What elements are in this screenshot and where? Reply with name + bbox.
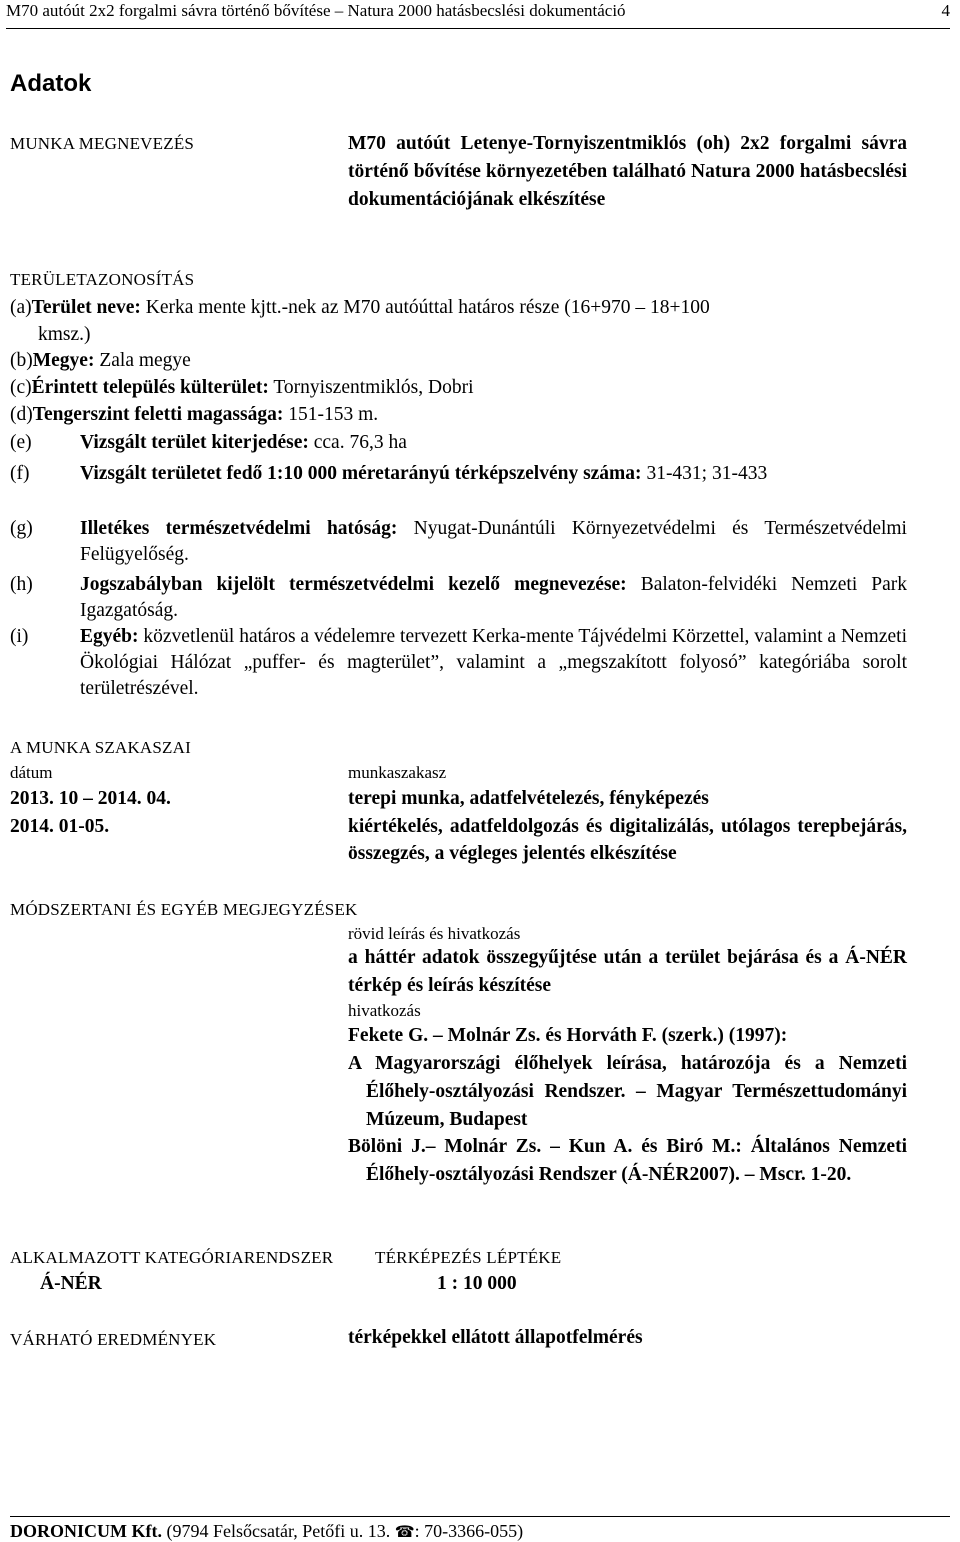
footer-company: DORONICUM Kft. xyxy=(10,1521,162,1541)
phone-icon: ☎ xyxy=(394,1524,415,1541)
stage-date-2: 2014. 01-05. xyxy=(10,816,110,837)
header-title: M70 autóút 2x2 forgalmi sávra történő bővítése – Natura 2000 hatásbecslési dokumentáció xyxy=(6,1,626,20)
munka-value: M70 autóút Letenye-Tornyiszentmiklós (oh) 2x2 forgalmi sávra történő bővítése környezetében található Natura 2000 hatásbecslési dokumentációjának elkészítése xyxy=(348,133,907,210)
terulet-item-c: (c)Érintett település külterület: Tornyiszentmiklós, Dobri xyxy=(10,377,474,398)
kategoria-label: ALKALMAZOTT KATEGÓRIARENDSZER xyxy=(10,1248,334,1267)
footer-address: (9794 Felsőcsatár, Petőfi u. 13. xyxy=(161,1521,395,1541)
munka-label: MUNKA MEGNEVEZÉS xyxy=(10,134,195,153)
eredmeny-label: VÁRHATÓ EREDMÉNYEK xyxy=(10,1330,217,1349)
reference-1-head: Fekete G. – Molnár Zs. és Horváth F. (szerk.) (1997): xyxy=(348,1025,788,1046)
scale-value: 1 : 10 000 xyxy=(437,1273,517,1294)
modszer-heading: MÓDSZERTANI ÉS EGYÉB MEGJEGYZÉSEK xyxy=(10,900,358,919)
footer-phone: : 70-3366-055) xyxy=(414,1521,524,1541)
page-header xyxy=(6,0,950,29)
szakasz-heading: A MUNKA SZAKASZAI xyxy=(10,738,191,757)
terulet-index-i: (i) xyxy=(10,626,29,647)
terulet-item-d: (d)Tengerszint feletti magassága: 151-153 m. xyxy=(10,404,379,425)
col-stage-label: munkaszakasz xyxy=(348,763,447,782)
reference-2: Bölöni J.– Molnár Zs. – Kun A. és Biró M.: Általános Nemzeti Élőhely-osztályozási Rendszer (Á-NÉR2007). – Mscr. 1-20. xyxy=(348,1136,907,1185)
section-title: Adatok xyxy=(10,70,92,97)
terulet-item-f: Vizsgált területet fedő 1:10 000 méretarányú térképszelvény száma: 31-431; 31-433 xyxy=(80,463,768,484)
stage-desc-2: kiértékelés, adatfeldolgozás és digitalizálás, utólagos terepbejárás, összegzés, a végleges jelentés elkészítése xyxy=(348,816,907,864)
modszer-short-text: a háttér adatok összegyűjtése után a terület bejárása és a Á-NÉR térkép és leírás készítése xyxy=(348,947,907,996)
terulet-index-e: (e) xyxy=(10,432,32,453)
terulet-heading: TERÜLETAZONOSÍTÁS xyxy=(10,270,195,289)
stage-desc-1: terepi munka, adatfelvételezés, fényképezés xyxy=(348,788,709,809)
page-footer xyxy=(10,1516,950,1542)
scale-label: TÉRKÉPEZÉS LÉPTÉKE xyxy=(375,1248,562,1267)
terulet-index-h: (h) xyxy=(10,574,33,595)
terulet-item-h: Jogszabályban kijelölt természetvédelmi kezelő megnevezése: Balaton-felvidéki Nemzeti Park Igazgatóság. xyxy=(80,574,907,621)
page-number: 4 xyxy=(941,1,950,20)
kategoria-value: Á-NÉR xyxy=(40,1273,102,1294)
col-date-label: dátum xyxy=(10,763,53,782)
modszer-short-label: rövid leírás és hivatkozás xyxy=(348,924,521,943)
stage-date-1: 2013. 10 – 2014. 04. xyxy=(10,788,171,809)
reference-1-body: A Magyarországi élőhelyek leírása, határozója és a Nemzeti Élőhely-osztályozási Rendszer. – Magyar Természettudományi Múzeum, Budapest xyxy=(348,1053,907,1130)
terulet-item-b: (b)Megye: Zala megye xyxy=(10,350,191,371)
eredmeny-value: térképekkel ellátott állapotfelmérés xyxy=(348,1327,643,1348)
terulet-index-g: (g) xyxy=(10,518,33,539)
terulet-item-g: Illetékes természetvédelmi hatóság: Nyugat-Dunántúli Környezetvédelmi és Természetvédelmi Felügyelőség. xyxy=(80,518,907,565)
terulet-item-i: Egyéb: közvetlenül határos a védelemre tervezett Kerka-mente Tájvédelmi Körzettel, valamint a Nemzeti Ökológiai Hálózat „puffer- és magterület”, valamint a „megszakított folyosó” kategóriába sorolt területrészével. xyxy=(80,626,907,699)
terulet-item-a-cont: kmsz.) xyxy=(38,324,91,345)
terulet-item-e: Vizsgált terület kiterjedése: cca. 76,3 ha xyxy=(80,432,407,453)
terulet-item-a: (a)Terület neve: Kerka mente kjtt.-nek az M70 autóúttal határos része (16+970 – 18+100 xyxy=(10,297,710,318)
modszer-ref-label: hivatkozás xyxy=(348,1001,421,1020)
terulet-index-f: (f) xyxy=(10,463,30,484)
